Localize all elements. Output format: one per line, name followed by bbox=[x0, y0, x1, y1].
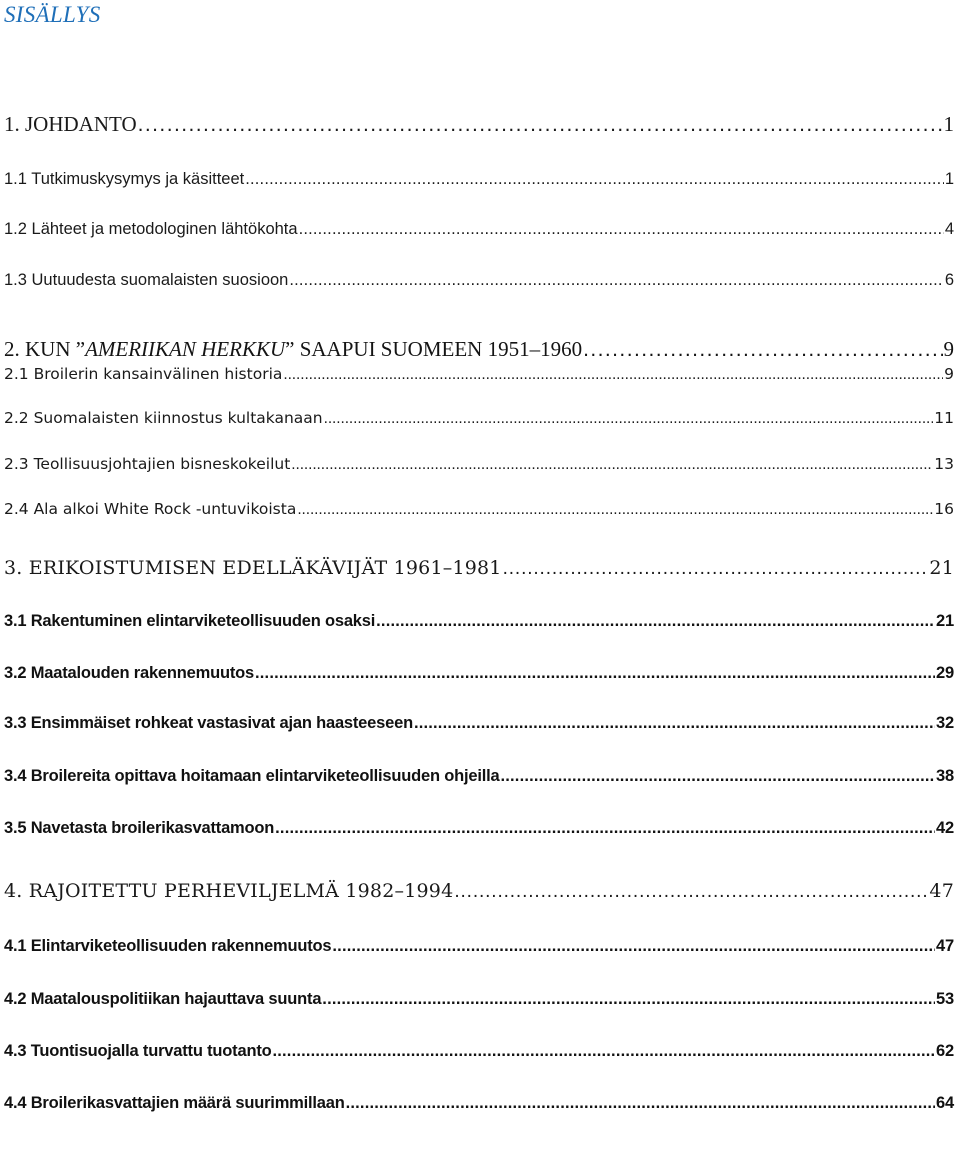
dot-leader bbox=[346, 1094, 935, 1113]
toc-entry-page: 21 bbox=[936, 612, 954, 630]
toc-entry-page: 42 bbox=[936, 819, 954, 837]
toc-entry-page: 9 bbox=[944, 365, 954, 383]
toc-entry-label: 1.3 Uutuudesta suomalaisten suosioon bbox=[4, 271, 289, 289]
toc-entry-label: 2.1 Broilerin kansainvälinen historia bbox=[4, 365, 283, 383]
toc-entry-page: 21 bbox=[929, 557, 954, 579]
toc-entry-section-1-1[interactable] bbox=[4, 170, 954, 189]
dot-leader bbox=[275, 819, 935, 838]
toc-entry-section-2-2[interactable] bbox=[4, 409, 954, 428]
dot-leader bbox=[454, 881, 928, 903]
dot-leader bbox=[291, 456, 933, 474]
toc-entry-chapter-3[interactable] bbox=[4, 557, 954, 580]
dot-leader bbox=[283, 366, 943, 384]
toc-entry-section-2-1[interactable] bbox=[4, 365, 954, 384]
dot-leader bbox=[138, 113, 943, 137]
dot-leader bbox=[297, 501, 933, 519]
toc-entry-label: 3.3 Ensimmäiset rohkeat vastasivat ajan haasteeseen bbox=[4, 714, 413, 732]
toc-entry-section-4-4[interactable] bbox=[4, 1094, 954, 1113]
toc-entry-section-4-3[interactable] bbox=[4, 1042, 954, 1061]
toc-entry-section-3-3[interactable] bbox=[4, 714, 954, 733]
toc-entry-page: 13 bbox=[934, 455, 954, 473]
toc-entry-label: 4.1 Elintarviketeollisuuden rakennemuutos bbox=[4, 937, 332, 955]
toc-entry-section-1-2[interactable] bbox=[4, 220, 954, 239]
toc-entry-page: 32 bbox=[936, 714, 954, 732]
toc-entry-label: 2.3 Teollisuusjohtajien bisneskokeilut bbox=[4, 455, 291, 473]
toc-entry-section-2-3[interactable] bbox=[4, 455, 954, 474]
toc-entry-section-1-3[interactable] bbox=[4, 271, 954, 290]
dot-leader bbox=[245, 170, 944, 189]
toc-label-part: ” SAAPUI SUOMEEN 1951–1960 bbox=[285, 337, 583, 361]
toc-entry-label: 2.2 Suomalaisten kiinnostus kultakanaan bbox=[4, 409, 323, 427]
toc-entry-page: 4 bbox=[944, 220, 954, 238]
toc-entry-page: 11 bbox=[934, 409, 954, 427]
toc-entry-page: 9 bbox=[943, 337, 954, 361]
toc-entry-section-4-2[interactable] bbox=[4, 990, 954, 1009]
dot-leader bbox=[332, 937, 935, 956]
toc-entry-chapter-4[interactable] bbox=[4, 880, 954, 903]
toc-entry-label: 1. JOHDANTO bbox=[4, 112, 137, 136]
dot-leader bbox=[322, 990, 935, 1009]
toc-entry-page: 62 bbox=[936, 1042, 954, 1060]
toc-entry-label: 3.4 Broilereita opittava hoitamaan elintarviketeollisuuden ohjeilla bbox=[4, 767, 500, 785]
toc-entry-label: 1.1 Tutkimuskysymys ja käsitteet bbox=[4, 170, 245, 188]
toc-entry-page: 38 bbox=[936, 767, 954, 785]
toc-entry-page: 64 bbox=[936, 1094, 954, 1112]
toc-entry-label bbox=[4, 337, 582, 362]
toc-entry-label: 1.2 Lähteet ja metodologinen lähtökohta bbox=[4, 220, 298, 238]
toc-entry-page: 6 bbox=[944, 271, 954, 289]
toc-entry-section-3-1[interactable] bbox=[4, 612, 954, 631]
toc-entry-label: 4. RAJOITETTU PERHEVILJELMÄ 1982–1994 bbox=[4, 880, 454, 902]
dot-leader bbox=[376, 612, 935, 631]
toc-entry-section-3-4[interactable] bbox=[4, 767, 954, 786]
toc-entry-page: 53 bbox=[936, 990, 954, 1008]
toc-entry-label: 4.4 Broilerikasvattajien määrä suurimmillaan bbox=[4, 1094, 345, 1112]
toc-entry-label: 3.5 Navetasta broilerikasvattamoon bbox=[4, 819, 275, 837]
dot-leader bbox=[583, 338, 942, 362]
toc-label-part: 2. KUN ” bbox=[4, 337, 86, 361]
toc-entry-page: 16 bbox=[934, 500, 954, 518]
toc-entry-page: 47 bbox=[929, 880, 954, 902]
toc-entry-label: 3.1 Rakentuminen elintarviketeollisuuden osaksi bbox=[4, 612, 376, 630]
toc-entry-page: 47 bbox=[936, 937, 954, 955]
toc-entry-page: 29 bbox=[936, 664, 954, 682]
toc-entry-label: 4.3 Tuontisuojalla turvattu tuotanto bbox=[4, 1042, 272, 1060]
toc-entry-label: 2.4 Ala alkoi White Rock -untuvikoista bbox=[4, 500, 297, 518]
toc-entry-label: 3.2 Maatalouden rakennemuutos bbox=[4, 664, 255, 682]
toc-label-italic-part: AMERIIKAN HERKKU bbox=[85, 337, 286, 361]
dot-leader bbox=[324, 410, 934, 428]
toc-entry-label: 3. ERIKOISTUMISEN EDELLÄKÄVIJÄT 1961–1981 bbox=[4, 557, 502, 579]
toc-entry-label: 4.2 Maatalouspolitiikan hajauttava suunta bbox=[4, 990, 322, 1008]
dot-leader bbox=[414, 714, 935, 733]
toc-entry-section-2-4[interactable] bbox=[4, 500, 954, 519]
dot-leader bbox=[501, 767, 936, 786]
dot-leader bbox=[255, 664, 935, 683]
dot-leader bbox=[299, 220, 944, 239]
dot-leader bbox=[503, 558, 929, 580]
toc-entry-section-4-1[interactable] bbox=[4, 937, 954, 956]
toc-entry-section-3-2[interactable] bbox=[4, 664, 954, 683]
dot-leader bbox=[289, 271, 943, 290]
toc-entry-chapter-2[interactable] bbox=[4, 337, 954, 362]
toc-entry-page: 1 bbox=[943, 112, 954, 136]
toc-entry-section-3-5[interactable] bbox=[4, 819, 954, 838]
toc-entry-chapter-1[interactable] bbox=[4, 112, 954, 137]
toc-title: SISÄLLYS bbox=[4, 2, 101, 27]
toc-entry-page: 1 bbox=[944, 170, 954, 188]
dot-leader bbox=[273, 1042, 936, 1061]
